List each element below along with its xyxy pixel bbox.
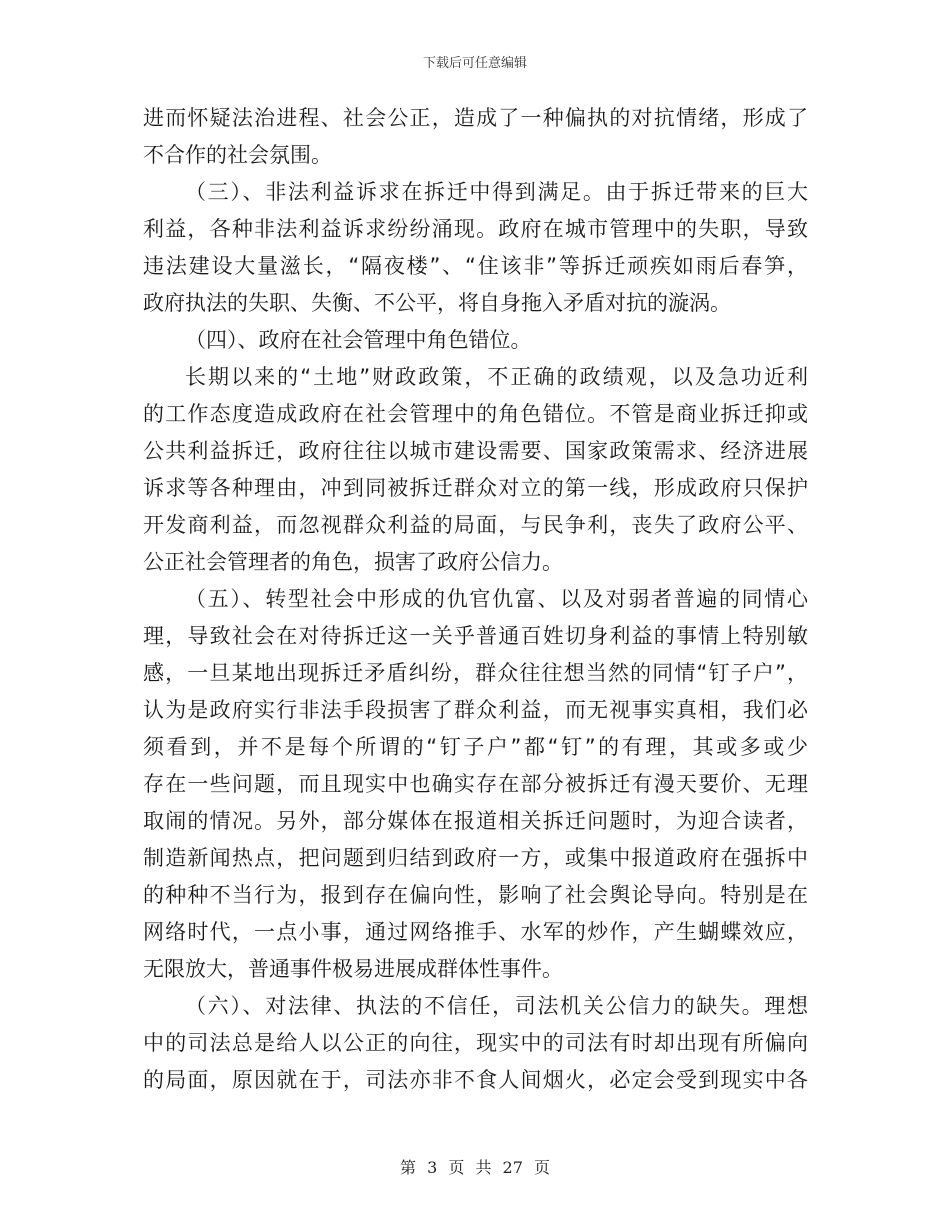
- text-line: 长期以来的“土地”财政政策，不正确的政绩观，以及急功近利: [185, 365, 808, 389]
- text-line: 须看到，并不是每个所谓的“钉子户”都“钉”的有理，其或多或少: [143, 735, 808, 759]
- page-header: 下载后可任意编辑: [422, 56, 527, 71]
- text-line: 网络时代，一点小事，通过网络推手、水军的炒作，产生蝴蝶效应，: [143, 920, 808, 944]
- text-line: 中的司法总是给人以公正的向往，现实中的司法有时却出现有所偏向: [143, 1031, 808, 1055]
- text-line: 公共利益拆迁，政府往往以城市建设需要、国家政策需求、经济进展: [143, 439, 808, 463]
- text-line: 制造新闻热点，把问题到归结到政府一方，或集中报道政府在强拆中: [143, 846, 808, 870]
- text-line: （四）、政府在社会管理中角色错位。: [185, 328, 532, 352]
- text-line: 取闹的情况。另外，部分媒体在报道相关拆迁问题时，为迎合读者，: [143, 809, 808, 833]
- text-line: 公正社会管理者的角色，损害了政府公信力。: [143, 550, 563, 574]
- text-line: 不合作的社会氛围。: [143, 143, 332, 167]
- text-line: 的工作态度造成政府在社会管理中的角色错位。不管是商业拆迁抑或: [143, 402, 808, 426]
- text-line: （三）、非法利益诉求在拆迁中得到满足。由于拆迁带来的巨大: [185, 180, 808, 204]
- text-line: 存在一些问题，而且现实中也确实存在部分被拆迁有漫天要价、无理: [143, 772, 808, 796]
- text-line: 理，导致社会在对待拆迁这一关乎普通百姓切身利益的事情上特别敏: [143, 624, 808, 648]
- text-line: 无限放大，普通事件极易进展成群体性事件。: [143, 957, 563, 981]
- text-line: 政府执法的失职、失衡、不公平，将自身拖入矛盾对抗的漩涡。: [143, 291, 731, 315]
- text-line: 利益，各种非法利益诉求纷纷涌现。政府在城市管理中的失职，导致: [143, 217, 808, 241]
- text-line: 诉求等各种理由，冲到同被拆迁群众对立的第一线，形成政府只保护: [143, 476, 808, 500]
- text-line: 开发商利益，而忽视群众利益的局面，与民争利，丧失了政府公平、: [143, 513, 808, 537]
- text-line: 的局面，原因就在于，司法亦非不食人间烟火，必定会受到现实中各: [143, 1068, 808, 1092]
- text-line: 违法建设大量滋长，“隔夜楼”、“住该非”等拆迁顽疾如雨后春笋，: [143, 254, 808, 278]
- text-line: 感，一旦某地出现拆迁矛盾纠纷，群众往往想当然的同情“钉子户”，: [143, 661, 808, 685]
- page-number: 第 3 页 共 27 页: [400, 1158, 550, 1177]
- text-line: 认为是政府实行非法手段损害了群众利益，而无视事实真相，我们必: [143, 698, 808, 722]
- text-line: 进而怀疑法治进程、社会公正，造成了一种偏执的对抗情绪，形成了: [143, 106, 808, 130]
- document-body: [143, 103, 808, 1102]
- text-line: 的种种不当行为，报到存在偏向性，影响了社会舆论导向。特别是在: [143, 883, 808, 907]
- text-line: （五）、转型社会中形成的仇官仇富、以及对弱者普遍的同情心: [185, 587, 808, 611]
- text-line: （六）、对法律、执法的不信任，司法机关公信力的缺失。理想: [185, 994, 808, 1018]
